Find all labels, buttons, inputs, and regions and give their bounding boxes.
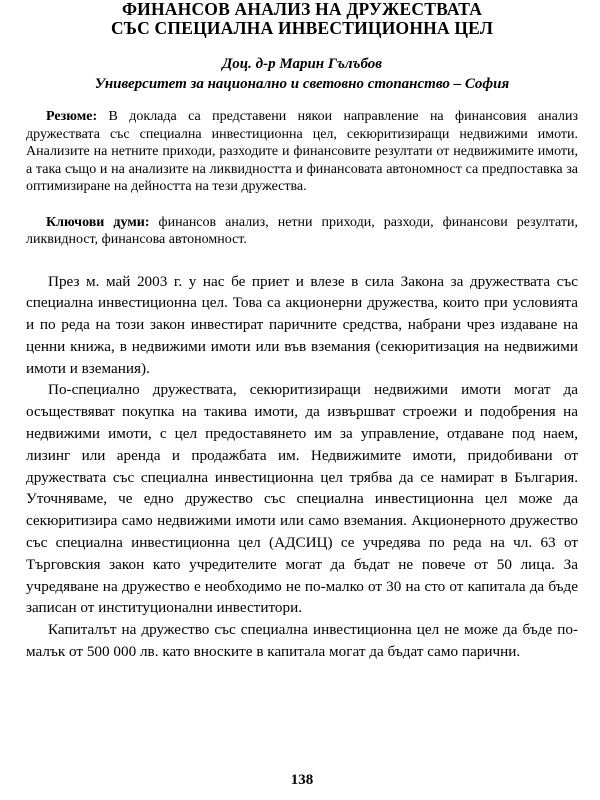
page-number: 138: [290, 772, 314, 788]
author-name: Доц. д-р Марин Гълъбов: [222, 56, 382, 72]
paper-page: [26, 0, 578, 800]
keywords-paragraph: [26, 214, 578, 249]
body-paragraph-3: Капиталът на дружество със специална инвестиционна цел не може да бъде по-малък от 500 000 лв. като вноските в капитала могат да бъдат само парични.: [26, 621, 578, 661]
paper-title-line-1: ФИНАНСОВ АНАЛИЗ НА ДРУЖЕСТВАТА: [121, 0, 483, 19]
paper-title: [26, 0, 578, 38]
author-affiliation: Университет за национално и световно стопанство – София: [94, 76, 510, 92]
body-paragraph-2: По-специално дружествата, секюритизиращи недвижими имоти могат да осъществяват покупка на такива имоти, да извършват строежи и подобрения на недвижими имоти, с цел предоставянето им за управление, отдаване под наем, лизинг или аренда и продажбата им. Недвижимите имоти, придобивани от дружествата със специална инвестиционна цел трябва да се намират в България. Уточняваме, че едно дружество със специална инвестиционна цел може да секюритизира само недвижими имоти или само вземания. Акционерното дружество със специална инвестиционна цел (АДСИЦ) се учредява по реда на чл. 63 от Търговския закон като учредителите могат да бъдат не повече от 50 лица. За учредяване на дружество е необходимо не по-малко от 30 на сто от капитала да бъде записан от институционални инвеститори.: [26, 381, 578, 617]
body-paragraph-1: През м. май 2003 г. у нас бе приет и влезе в сила Закона за дружествата със специална инвестиционна цел. Това са акционерни дружества, които при условията и по реда на този закон инвестират паричните средства, набрани чрез издаване на ценни книжа, в недвижими имоти или във вземания (секюритизация на недвижими имоти и вземания).: [26, 272, 578, 377]
paper-title-line-2: СЪС СПЕЦИАЛНА ИНВЕСТИЦИОННА ЦЕЛ: [110, 18, 494, 38]
keywords-text: финансов анализ, нетни приходи, разходи, финансови резултати, ликвидност, финансова автономност.: [26, 214, 578, 247]
abstract-text: В доклада са представени някои направление на финансовия анализ дружествата със специална инвестиционна цел, секюритизиращи недвижими имоти. Анализите на нетните приходи, разходите и финансовите резултати от недвижимите имоти, а така също и на анализите на ликвидността и финансовата автономност са предпоставка за оптимизиране на дейността на тези дружества.: [26, 109, 578, 194]
author-block: [26, 54, 578, 94]
keywords-section: [26, 214, 578, 249]
abstract-section: [26, 108, 578, 196]
abstract-paragraph: [26, 108, 578, 196]
body-text: [26, 271, 578, 663]
keywords-label: Ключови думи:: [46, 214, 150, 230]
abstract-label: Резюме:: [46, 109, 98, 124]
